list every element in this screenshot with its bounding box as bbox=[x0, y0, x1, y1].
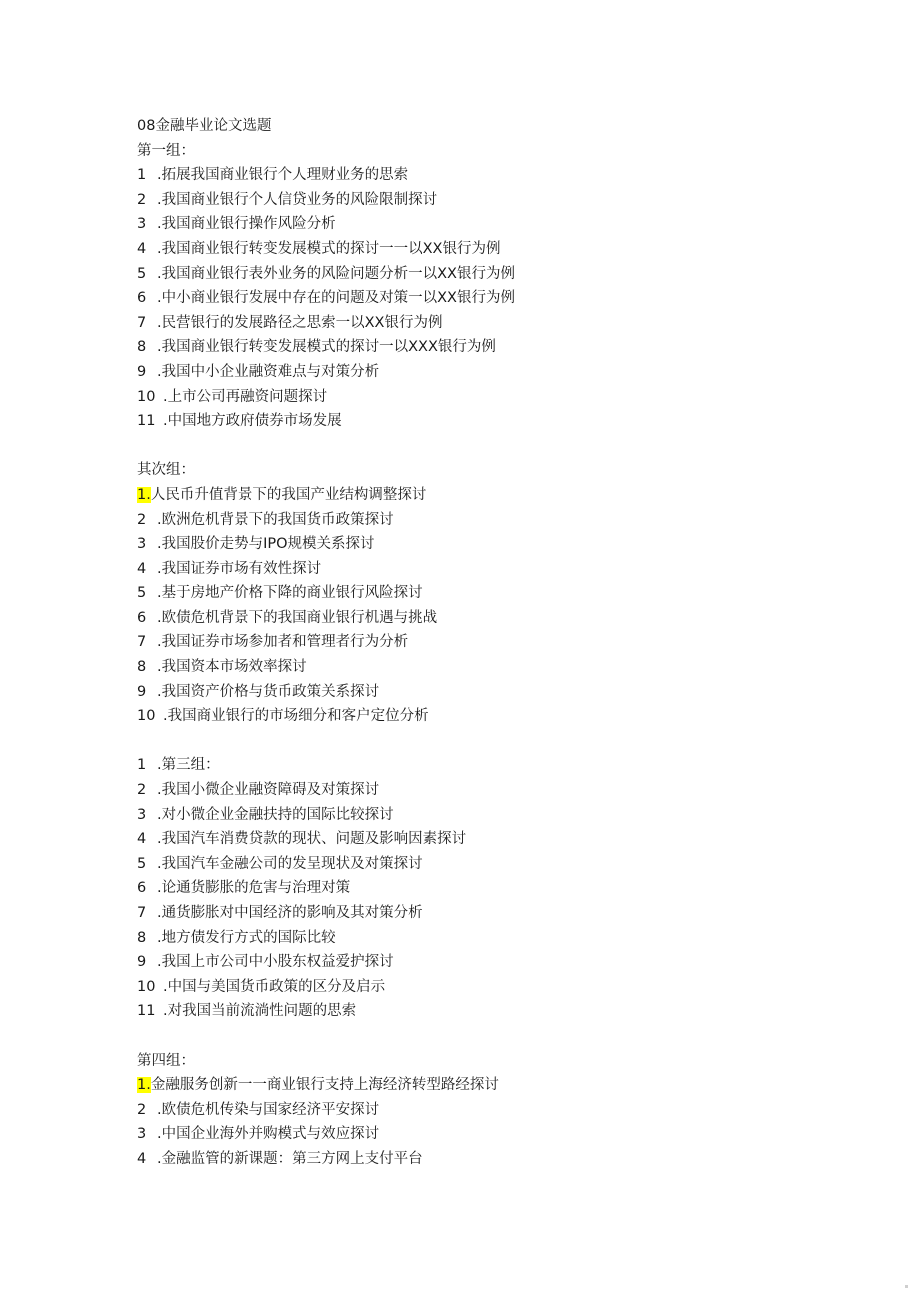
item-number: 4 bbox=[137, 831, 147, 848]
item-text: .通货膨胀对中国经济的影响及其对策分析 bbox=[157, 905, 423, 921]
item-number: 10 bbox=[137, 388, 156, 405]
list-item bbox=[137, 237, 837, 262]
item-number: 3 bbox=[137, 216, 147, 233]
list-item bbox=[137, 212, 837, 237]
page-title: 08金融毕业论文选题 bbox=[137, 118, 272, 134]
list-item bbox=[137, 360, 837, 385]
list-item bbox=[137, 778, 837, 803]
item-text: .我国汽车金融公司的发呈现状及对策探讨 bbox=[157, 855, 423, 872]
list-item bbox=[137, 1098, 837, 1123]
item-number: 2 bbox=[137, 191, 147, 208]
item-number: 3 bbox=[137, 1126, 147, 1143]
list-item bbox=[137, 753, 837, 778]
list-item bbox=[137, 630, 837, 655]
item-text: .我国证券市场参加者和管理者行为分析 bbox=[157, 634, 409, 651]
item-number: 5 bbox=[137, 585, 147, 602]
list-item bbox=[137, 385, 837, 410]
item-text: .第三组： bbox=[157, 757, 220, 774]
item-text: .拓展我国商业银行个人理财业务的思索 bbox=[157, 167, 409, 184]
item-number: 6 bbox=[137, 290, 147, 307]
item-text: .中小商业银行发展中存在的问题及对策一以XX银行为例 bbox=[157, 290, 515, 307]
list-item bbox=[137, 926, 837, 951]
list-item bbox=[137, 704, 837, 729]
item-text: .我国商业银行转变发展模式的探讨一一以XX银行为例 bbox=[157, 240, 501, 257]
list-item bbox=[137, 999, 837, 1024]
item-number: 2 bbox=[137, 511, 147, 528]
document-body bbox=[137, 114, 837, 1172]
item-number-highlighted: 1. bbox=[137, 1077, 151, 1094]
item-number: 11 bbox=[137, 413, 156, 430]
item-text: .欧债危机传染与国家经济平安探讨 bbox=[157, 1101, 380, 1118]
list-item bbox=[137, 335, 837, 360]
spacer bbox=[137, 729, 837, 754]
item-number: 3 bbox=[137, 536, 147, 553]
item-text: .我国证券市场有效性探讨 bbox=[157, 560, 322, 577]
item-text: .中国企业海外并购模式与效应探讨 bbox=[157, 1126, 380, 1143]
item-text: .我国商业银行表外业务的风险问题分析一以XX银行为例 bbox=[157, 265, 515, 282]
item-number: 8 bbox=[137, 929, 147, 946]
group-header: 第一组： bbox=[137, 142, 195, 159]
list-item bbox=[137, 1073, 837, 1098]
item-text: .我国资本市场效率探讨 bbox=[157, 659, 307, 676]
list-item bbox=[137, 262, 837, 287]
item-number: 8 bbox=[137, 659, 147, 676]
item-text: .欧洲危机背景下的我国货币政策探讨 bbox=[157, 511, 394, 528]
item-text: .中国与美国货币政策的区分及启示 bbox=[163, 978, 386, 995]
item-number: 1 bbox=[137, 167, 147, 184]
item-text: .我国商业银行个人信贷业务的风险限制探讨 bbox=[157, 191, 438, 208]
list-item bbox=[137, 950, 837, 975]
item-text: 人民币升值背景下的我国产业结构调整探讨 bbox=[150, 486, 427, 503]
list-item bbox=[137, 606, 837, 631]
item-number-highlighted: 1. bbox=[137, 486, 151, 503]
list-item bbox=[137, 163, 837, 188]
list-item bbox=[137, 508, 837, 533]
item-text: .上市公司再融资问题探讨 bbox=[163, 388, 328, 405]
spacer bbox=[137, 434, 837, 459]
item-text: .我国商业银行转变发展模式的探讨一以XXX银行为例 bbox=[157, 339, 496, 356]
list-item bbox=[137, 655, 837, 680]
corner-marker bbox=[905, 1285, 908, 1288]
group-header: 第四组： bbox=[137, 1052, 195, 1069]
item-text: .我国汽车消费贷款的现状、问题及影响因素探讨 bbox=[157, 831, 467, 848]
list-item bbox=[137, 483, 837, 508]
item-number: 9 bbox=[137, 363, 147, 380]
item-text: .对我国当前流淌性问题的思索 bbox=[163, 1003, 357, 1020]
item-text: .地方债发行方式的国际比较 bbox=[157, 929, 336, 946]
item-text: .基于房地产价格下降的商业银行风险探讨 bbox=[157, 585, 423, 602]
item-number: 10 bbox=[137, 708, 156, 725]
item-number: 8 bbox=[137, 339, 147, 356]
item-text: 金融服务创新一一商业银行支持上海经济转型路经探讨 bbox=[150, 1077, 499, 1094]
list-item bbox=[137, 827, 837, 852]
group-header: 其次组： bbox=[137, 462, 195, 479]
item-text: .我国商业银行的市场细分和客户定位分析 bbox=[163, 708, 429, 725]
item-text: .民营银行的发展路径之思索一以XX银行为例 bbox=[157, 314, 443, 331]
list-item bbox=[137, 581, 837, 606]
item-number: 9 bbox=[137, 683, 147, 700]
item-number: 4 bbox=[137, 1150, 147, 1167]
list-item bbox=[137, 852, 837, 877]
item-text: .我国股价走势与IPO规模关系探讨 bbox=[157, 536, 375, 553]
list-item bbox=[137, 680, 837, 705]
spacer bbox=[137, 1024, 837, 1049]
item-text: .我国中小企业融资难点与对策分析 bbox=[157, 363, 380, 380]
list-item bbox=[137, 901, 837, 926]
list-item bbox=[137, 409, 837, 434]
list-item bbox=[137, 1122, 837, 1147]
item-number: 5 bbox=[137, 855, 147, 872]
item-number: 4 bbox=[137, 560, 147, 577]
item-number: 5 bbox=[137, 265, 147, 282]
item-number: 7 bbox=[137, 905, 147, 921]
item-text: .论通货膨胀的危害与治理对策 bbox=[157, 880, 351, 897]
item-text: .中国地方政府债券市场发展 bbox=[163, 413, 342, 430]
list-item bbox=[137, 557, 837, 582]
item-number: 2 bbox=[137, 1101, 147, 1118]
item-text: .我国资产价格与货币政策关系探讨 bbox=[157, 683, 380, 700]
list-item bbox=[137, 876, 837, 901]
item-number: 2 bbox=[137, 782, 147, 799]
item-number: 6 bbox=[137, 609, 147, 626]
list-item bbox=[137, 1147, 837, 1172]
list-item bbox=[137, 311, 837, 336]
item-number: 7 bbox=[137, 634, 147, 651]
item-text: .金融监管的新课题：第三方网上支付平台 bbox=[157, 1150, 423, 1167]
item-text: .我国小微企业融资障碍及对策探讨 bbox=[157, 782, 380, 799]
item-text: .欧债危机背景下的我国商业银行机遇与挑战 bbox=[157, 609, 438, 626]
list-item bbox=[137, 286, 837, 311]
list-item bbox=[137, 532, 837, 557]
item-text: .我国商业银行操作风险分析 bbox=[157, 216, 336, 233]
item-text: .对小微企业金融扶持的国际比较探讨 bbox=[157, 806, 394, 823]
list-item bbox=[137, 188, 837, 213]
item-number: 9 bbox=[137, 954, 147, 971]
list-item bbox=[137, 975, 837, 1000]
item-number: 11 bbox=[137, 1003, 156, 1020]
item-number: 10 bbox=[137, 978, 156, 995]
item-number: 7 bbox=[137, 314, 147, 331]
item-text: .我国上市公司中小股东权益爱护探讨 bbox=[157, 954, 394, 971]
item-number: 6 bbox=[137, 880, 147, 897]
list-item bbox=[137, 803, 837, 828]
item-number: 1 bbox=[137, 757, 147, 774]
item-number: 4 bbox=[137, 240, 147, 257]
item-number: 3 bbox=[137, 806, 147, 823]
